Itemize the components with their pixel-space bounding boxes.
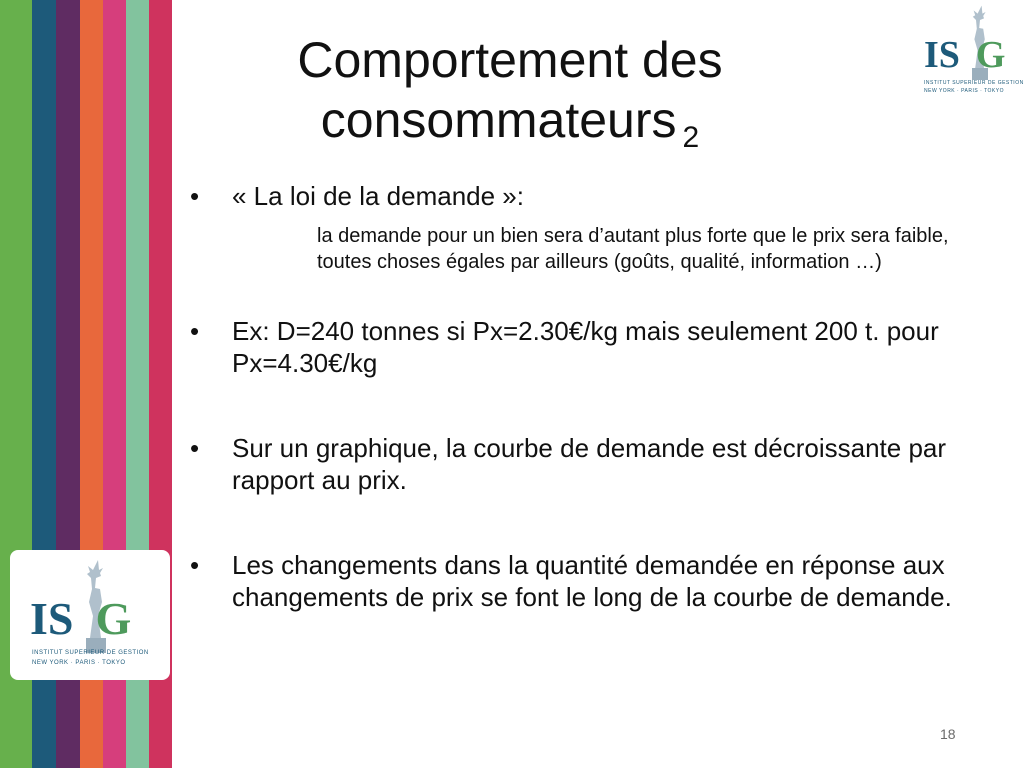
slide-title-subscript: 2: [682, 121, 700, 154]
page-number: 18: [940, 726, 956, 742]
logo-tagline: INSTITUT SUPERIEUR DE GESTION: [924, 80, 1024, 86]
bullet-item: [190, 549, 990, 614]
logo-letters-is: IS: [924, 34, 960, 76]
slide-title-text: Comportement des consommateurs: [297, 32, 723, 148]
logo-cities: NEW YORK · PARIS · TOKYO: [32, 660, 126, 666]
bullet-icon: •: [190, 549, 200, 580]
bullet-item: [190, 315, 990, 380]
logo-letters-is: IS: [30, 593, 74, 644]
logo-cities: NEW YORK · PARIS · TOKYO: [924, 88, 1004, 94]
bullet-icon: •: [190, 315, 200, 346]
sidebar-logo-card: [10, 550, 170, 680]
header-isg-logo: [920, 2, 1024, 98]
bullet-list: [190, 180, 990, 614]
logo-tagline: INSTITUT SUPERIEUR DE GESTION: [32, 650, 149, 656]
bullet-item: [190, 432, 990, 497]
isg-logo: [22, 558, 162, 678]
bullet-text: « La loi de la demande »:: [232, 181, 524, 211]
bullet-text: Les changements dans la quantité demandée en réponse aux changements de prix se font le long de la courbe de demande.: [232, 549, 952, 612]
bullet-icon: •: [190, 432, 200, 463]
logo-letter-g: G: [975, 34, 1006, 76]
bullet-detail: la demande pour un bien sera d’autant plus forte que le prix sera faible, toutes choses égales par ailleurs (goûts, qualité, information …): [317, 224, 949, 273]
slide-title: [180, 30, 840, 154]
logo-letter-g: G: [95, 593, 132, 644]
bullet-item: [190, 180, 990, 275]
bullet-text: Ex: D=240 tonnes si Px=2.30€/kg mais seulement 200 t. pour Px=4.30€/kg: [232, 315, 939, 378]
bullet-text: Sur un graphique, la courbe de demande est décroissante par rapport au prix.: [232, 432, 947, 495]
bullet-icon: •: [190, 181, 200, 211]
